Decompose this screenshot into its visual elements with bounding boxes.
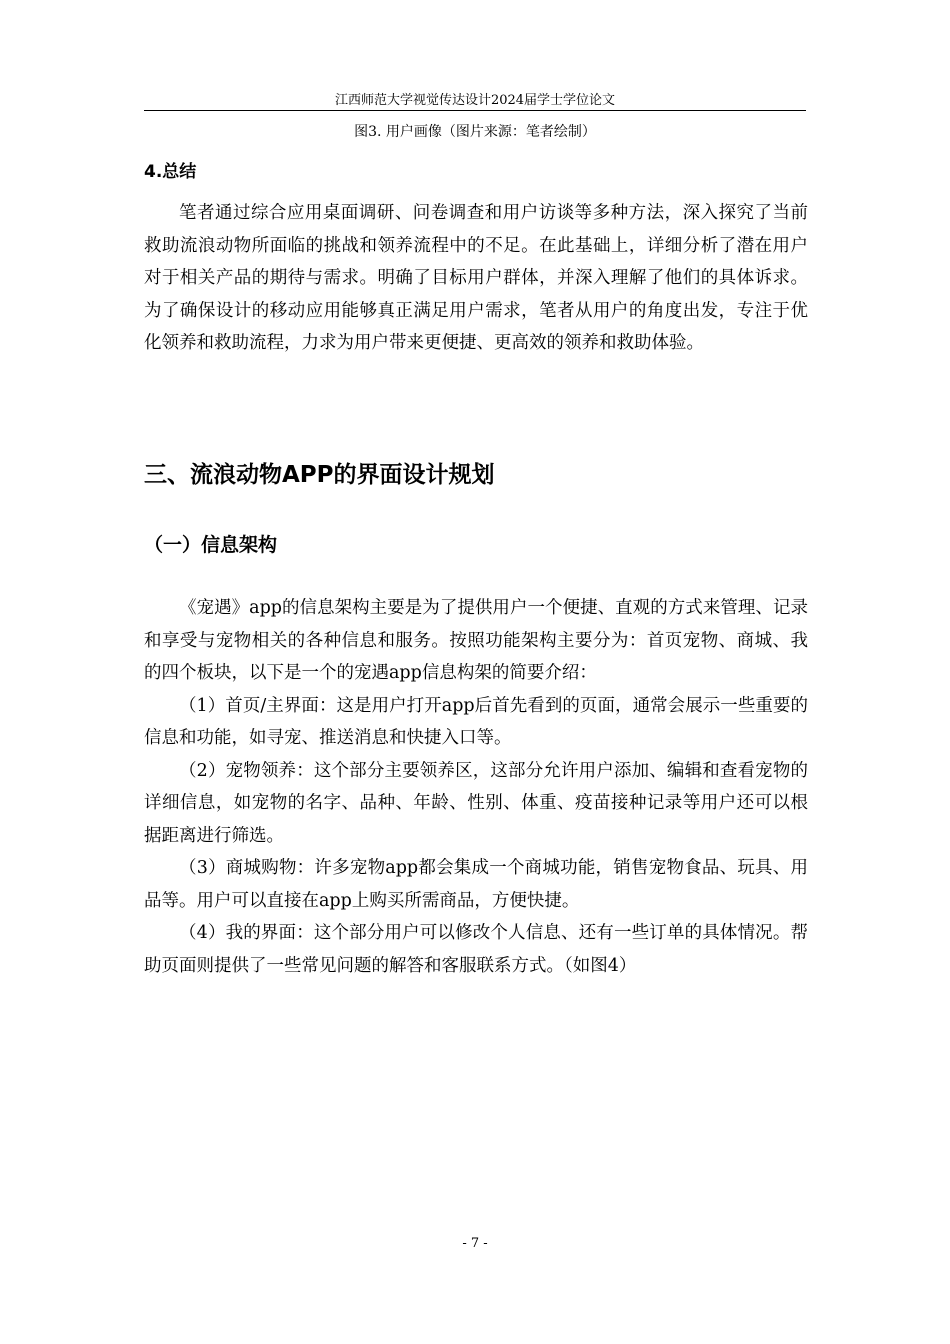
info-architecture-heading: （一）信息架构 [144, 534, 278, 556]
summary-paragraph: 笔者通过综合应用桌面调研、问卷调查和用户访谈等多种方法，深入探究了当前救助流浪动物所面临的挑战和领养流程中的不足。在此基础上，详细分析了潜在用户对于相关产品的期待与需求。明确了目标用户群体，并深入理解了他们的具体诉求。为了确保设计的移动应用能够真正满足用户需求，笔者从用户的角度出发，专注于优化领养和救助流程，力求为用户带来更便捷、更高效的领养和救助体验。 [144, 203, 808, 353]
summary-heading: 4.总结 [144, 162, 197, 182]
chapter-heading: 三、流浪动物APP的界面设计规划 [144, 462, 495, 488]
summary-section [144, 197, 808, 360]
running-header: 江西师范大学视觉传达设计2024届学士学位论文 [334, 93, 616, 108]
info-architecture-intro: 《宠遇》app的信息架构主要是为了提供用户一个便捷、直观的方式来管理、记录和享受与宠物相关的各种信息和服务。按照功能架构主要分为：首页宠物、商城、我的四个板块，以下是一个的宠遇app信息构架的简要介绍： [144, 598, 808, 683]
figure-caption: 图3. 用户画像（图片来源：笔者绘制） [354, 124, 596, 140]
info-architecture-item-mine: （4）我的界面：这个部分用户可以修改个人信息、还有一些订单的具体情况。帮助页面则提供了一些常见问题的解答和客服联系方式。（如图4） [144, 923, 808, 976]
info-architecture-item-home: （1）首页/主界面：这是用户打开app后首先看到的页面，通常会展示一些重要的信息和功能，如寻宠、推送消息和快捷入口等。 [144, 695, 808, 748]
info-architecture-item-shop: （3）商城购物：许多宠物app都会集成一个商城功能，销售宠物食品、玩具、用品等。用户可以直接在app上购买所需商品，方便快捷。 [144, 858, 808, 911]
info-architecture-section [144, 592, 808, 982]
info-architecture-item-adoption: （2）宠物领养：这个部分主要领养区，这部分允许用户添加、编辑和查看宠物的详细信息，如宠物的名字、品种、年龄、性别、体重、疫苗接种记录等用户还可以根据距离进行筛选。 [144, 760, 808, 846]
header-divider [144, 110, 806, 111]
page-number: - 7 - [462, 1236, 488, 1251]
